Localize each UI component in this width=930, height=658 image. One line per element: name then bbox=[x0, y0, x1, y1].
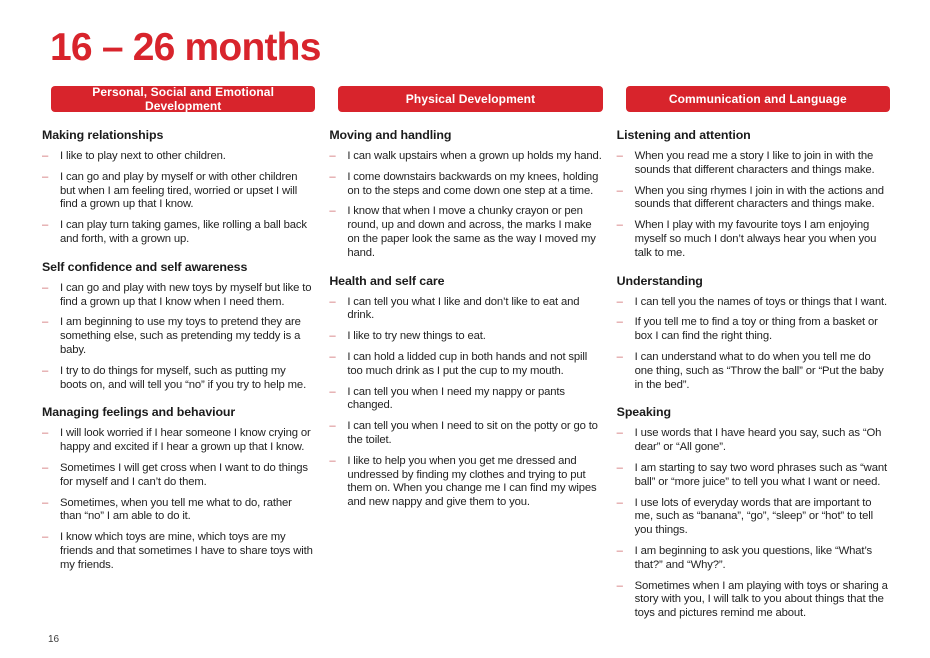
dash-bullet-icon: – bbox=[42, 316, 49, 329]
bullet-text: Sometimes when I am playing with toys or sharing a story with you, I will talk to you about things that the toys and pictures remind me about. bbox=[634, 579, 888, 620]
bullet-text: I can tell you when I need to sit on the potty or go to the toilet. bbox=[347, 420, 598, 446]
list-item bbox=[329, 296, 602, 324]
page-title: 16 – 26 months bbox=[50, 26, 321, 69]
list-item bbox=[329, 455, 602, 510]
dash-bullet-icon: – bbox=[616, 219, 623, 232]
list-item bbox=[617, 580, 890, 621]
section-heading: Understanding bbox=[616, 273, 703, 288]
list-item bbox=[42, 531, 315, 572]
bullet-text: I like to help you when you get me dressed and undressed by finding my clothes and trying to put them on. When you change me I can find my wipes and new nappy and give them to you. bbox=[347, 454, 597, 509]
list-item bbox=[42, 316, 315, 357]
section-heading: Self confidence and self awareness bbox=[42, 259, 248, 274]
dash-bullet-icon: – bbox=[329, 350, 336, 363]
bullet-text: I can go and play with new toys by myself but like to find a grown up that I know when I need them. bbox=[60, 281, 312, 308]
dash-bullet-icon: – bbox=[42, 364, 49, 377]
dash-bullet-icon: – bbox=[42, 496, 49, 509]
dash-bullet-icon: – bbox=[329, 205, 336, 218]
section bbox=[42, 405, 315, 572]
dash-bullet-icon: – bbox=[329, 295, 336, 308]
dash-bullet-icon: – bbox=[42, 170, 49, 183]
list-item bbox=[42, 497, 315, 525]
section bbox=[617, 405, 890, 621]
dash-bullet-icon: – bbox=[616, 427, 623, 440]
list-item bbox=[329, 420, 602, 448]
dash-bullet-icon: – bbox=[616, 295, 623, 308]
section-heading: Speaking bbox=[616, 405, 671, 420]
bullet-text: Sometimes, when you tell me what to do, rather than “no” I am able to do it. bbox=[60, 496, 292, 523]
bullet-text: I know which toys are mine, which toys are my friends and that sometimes I have to share toys with my friends. bbox=[60, 531, 313, 571]
dash-bullet-icon: – bbox=[616, 579, 623, 592]
list-item bbox=[329, 386, 602, 414]
bullet-text: I can tell you what I like and don’t like to eat and drink. bbox=[347, 295, 580, 322]
dash-bullet-icon: – bbox=[42, 461, 49, 474]
section-heading: Making relationships bbox=[42, 128, 164, 142]
bullet-text: I can hold a lidded cup in both hands and not spill too much drink as I put the cup to my mouth. bbox=[347, 350, 588, 377]
bullet-text: I can tell you the names of toys or things that I want. bbox=[634, 295, 888, 308]
dash-bullet-icon: – bbox=[42, 427, 49, 440]
list-item bbox=[42, 365, 315, 393]
dash-bullet-icon: – bbox=[616, 350, 623, 363]
section-heading: Managing feelings and behaviour bbox=[42, 405, 236, 420]
list-item bbox=[617, 219, 890, 260]
list-item bbox=[329, 205, 602, 260]
bullet-text: I can walk upstairs when a grown up holds my hand. bbox=[347, 150, 602, 162]
bullet-text: When I play with my favourite toys I am enjoying myself so much I don’t always hear you when you talk to me. bbox=[634, 219, 877, 259]
dash-bullet-icon: – bbox=[329, 150, 336, 162]
list-item bbox=[617, 150, 890, 178]
column-header: Personal, Social and Emotional Development bbox=[51, 86, 315, 112]
list-item bbox=[617, 545, 890, 573]
bullet-text: Sometimes I will get cross when I want to do things for myself and I can’t do them. bbox=[60, 461, 308, 488]
section bbox=[329, 274, 602, 510]
dash-bullet-icon: – bbox=[616, 150, 623, 162]
column bbox=[329, 86, 602, 628]
bullet-text: I like to try new things to eat. bbox=[347, 330, 486, 343]
dash-bullet-icon: – bbox=[329, 330, 336, 343]
dash-bullet-icon: – bbox=[329, 454, 336, 467]
dash-bullet-icon: – bbox=[42, 150, 49, 162]
section-heading: Moving and handling bbox=[329, 128, 452, 142]
bullet-text: I can go and play by myself or with other children but when I am feeling tired, worried or upset I will find a grown up that I know. bbox=[60, 170, 298, 211]
list-item bbox=[42, 171, 315, 212]
section bbox=[42, 260, 315, 393]
list-item bbox=[329, 351, 602, 379]
bullet-text: I am beginning to use my toys to pretend they are something else, such as pretending my teddy is a baby. bbox=[60, 316, 301, 356]
list-item bbox=[617, 497, 890, 538]
bullet-text: I can understand what to do when you tell me do one thing, such as “Throw the ball” or “Put the baby in the bed”. bbox=[634, 350, 884, 391]
column-header: Physical Development bbox=[338, 86, 602, 112]
bullet-text: I can play turn taking games, like rolling a ball back and forth, with a grown up. bbox=[60, 219, 307, 245]
dash-bullet-icon: – bbox=[42, 219, 49, 232]
section bbox=[617, 274, 890, 393]
bullet-text: I know that when I move a chunky crayon or pen round, up and down and across, the marks I make on the paper look the same as the way I moved my hand. bbox=[347, 205, 596, 259]
bullet-text: I use words that I have heard you say, such as “Oh dear” or “All gone”. bbox=[634, 427, 882, 454]
dash-bullet-icon: – bbox=[42, 281, 49, 294]
dash-bullet-icon: – bbox=[329, 170, 336, 183]
dash-bullet-icon: – bbox=[616, 496, 623, 509]
bullet-text: If you tell me to find a toy or thing from a basket or box I can find the right thing. bbox=[634, 316, 878, 343]
list-item bbox=[42, 462, 315, 490]
bullet-text: I try to do things for myself, such as putting my boots on, and will tell you “no” if you try to help me. bbox=[60, 364, 307, 391]
dash-bullet-icon: – bbox=[616, 316, 623, 329]
column bbox=[42, 86, 315, 628]
bullet-text: I come downstairs backwards on my knees, holding on to the steps and come down one step at a time. bbox=[347, 170, 599, 197]
list-item bbox=[42, 427, 315, 455]
column bbox=[617, 86, 890, 628]
column-header: Communication and Language bbox=[626, 86, 890, 112]
list-item bbox=[42, 219, 315, 247]
dash-bullet-icon: – bbox=[329, 385, 336, 398]
list-item bbox=[617, 185, 890, 213]
bullet-text: I will look worried if I hear someone I know crying or happy and excited if I hear a grown up that I know. bbox=[60, 427, 311, 454]
list-item bbox=[329, 330, 602, 344]
bullet-text: When you read me a story I like to join in with the sounds that different characters and things make. bbox=[634, 150, 875, 176]
bullet-text: I can tell you when I need my nappy or pants changed. bbox=[347, 385, 565, 412]
section bbox=[329, 128, 602, 261]
list-item bbox=[42, 282, 315, 310]
list-item bbox=[617, 316, 890, 344]
page-number: 16 bbox=[48, 634, 60, 645]
dash-bullet-icon: – bbox=[42, 531, 49, 544]
list-item bbox=[617, 427, 890, 455]
list-item bbox=[329, 150, 602, 164]
bullet-text: I am beginning to ask you questions, like “What’s that?” and “Why?”. bbox=[634, 544, 872, 571]
bullet-text: I am starting to say two word phrases such as “want ball” or “more juice” to tell you what I want or need. bbox=[634, 461, 887, 488]
bullet-text: I like to play next to other children. bbox=[60, 150, 226, 162]
section bbox=[42, 128, 315, 247]
bullet-text: I use lots of everyday words that are important to me, such as “banana”, “go”, “sleep” or “hot” to tell you things. bbox=[634, 496, 873, 537]
list-item bbox=[617, 351, 890, 392]
section bbox=[617, 128, 890, 261]
dash-bullet-icon: – bbox=[329, 420, 336, 433]
list-item bbox=[42, 150, 315, 164]
dash-bullet-icon: – bbox=[616, 184, 623, 197]
list-item bbox=[617, 296, 890, 310]
list-item bbox=[329, 171, 602, 199]
dash-bullet-icon: – bbox=[616, 461, 623, 474]
development-columns bbox=[42, 86, 890, 628]
dash-bullet-icon: – bbox=[616, 544, 623, 557]
bullet-text: When you sing rhymes I join in with the actions and sounds that different characters and things make. bbox=[634, 184, 884, 211]
list-item bbox=[617, 462, 890, 490]
section-heading: Health and self care bbox=[329, 273, 445, 288]
section-heading: Listening and attention bbox=[616, 128, 751, 142]
